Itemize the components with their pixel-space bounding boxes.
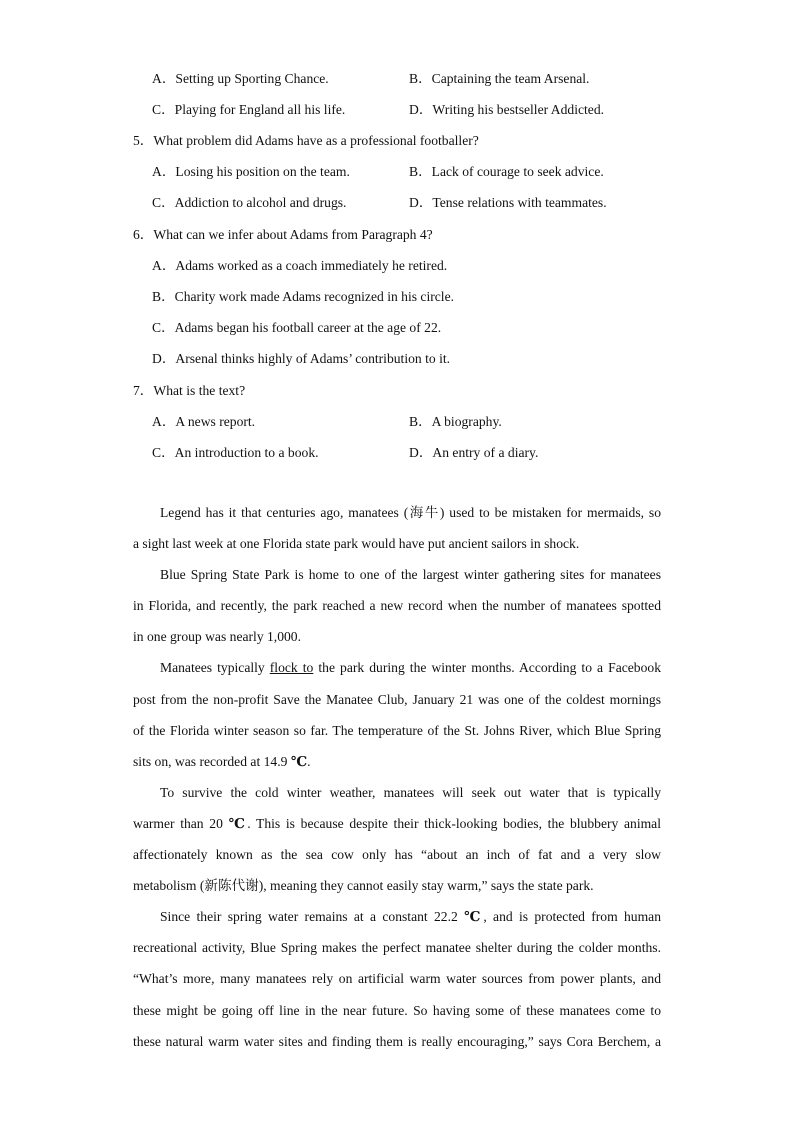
q5-option-d: D．Tense relations with teammates. xyxy=(409,195,607,210)
p4-line-4: metabolism (新陈代谢), meaning they cannot easily stay warm,” says the state park. xyxy=(133,878,594,894)
p3-line-3: of the Florida winter season so far. The temperature of the St. Johns River, which Blue Spring xyxy=(133,722,661,738)
q5-stem: 5．What problem did Adams have as a professional footballer? xyxy=(133,133,479,148)
p3-line-2: post from the non-profit Save the Manatee Club, January 21 was one of the coldest mornings xyxy=(133,691,661,707)
q7-option-a: A．A news report. xyxy=(152,414,256,429)
p1-line-2: a sight last week at one Florida state park would have put ancient sailors in shock. xyxy=(133,536,580,552)
q5-option-c: C．Addiction to alcohol and drugs. xyxy=(152,195,347,210)
q6-option-b: B．Charity work made Adams recognized in his circle. xyxy=(152,289,455,304)
q7-stem: 7．What is the text? xyxy=(133,383,246,398)
q4-option-d: D．Writing his bestseller Addicted. xyxy=(409,102,605,117)
p2-line-2: in Florida, and recently, the park reached a new record when the number of manatees spotted xyxy=(133,598,661,614)
paragraph-1 xyxy=(133,497,661,559)
paragraph-4 xyxy=(133,777,661,901)
q6-stem: 6．What can we infer about Adams from Paragraph 4? xyxy=(133,227,433,242)
p5-line-5: these natural warm water sites and finding them is really encouraging,” says Cora Berchem, a xyxy=(133,1033,661,1049)
paragraph-3 xyxy=(133,652,661,776)
underlined-phrase: flock to xyxy=(269,660,314,676)
q7-option-c: C．An introduction to a book. xyxy=(152,445,319,460)
q4-option-a: A．Setting up Sporting Chance. xyxy=(152,71,329,86)
p5-line-4: these might be going off line in the near future. So having some of these manatees come to xyxy=(133,1002,661,1018)
q7-option-d: D．An entry of a diary. xyxy=(409,445,539,460)
q4-option-b: B．Captaining the team Arsenal. xyxy=(409,71,590,86)
p5-line-1: Since their spring water remains at a constant 22.2 ℃, and is protected from human xyxy=(160,909,661,925)
q4-option-c: C．Playing for England all his life. xyxy=(152,102,346,117)
q7-option-b: B．A biography. xyxy=(409,414,502,429)
q5-option-a: A．Losing his position on the team. xyxy=(152,164,350,179)
paragraph-5 xyxy=(133,901,661,1056)
celsius-symbol: ℃ xyxy=(464,909,484,925)
p4-line-2: warmer than 20 ℃. This is because despite their thick-looking bodies, the blubbery animal xyxy=(133,815,661,831)
q6-option-a: A．Adams worked as a coach immediately he retired. xyxy=(152,258,448,273)
passage xyxy=(133,497,661,1057)
celsius-symbol: ℃ xyxy=(290,753,308,769)
p2-line-3: in one group was nearly 1,000. xyxy=(133,629,301,645)
q6-option-c: C．Adams began his football career at the age of 22. xyxy=(152,320,442,335)
q6-option-d: D．Arsenal thinks highly of Adams’ contribution to it. xyxy=(152,351,451,366)
p2-line-1: Blue Spring State Park is home to one of the largest winter gathering sites for manatees xyxy=(160,567,661,583)
p4-line-1: To survive the cold winter weather, manatees will seek out water that is typically xyxy=(160,784,661,800)
celsius-symbol: ℃ xyxy=(228,815,248,831)
p3-line-4: sits on, was recorded at 14.9 ℃. xyxy=(133,753,311,769)
p5-line-2: recreational activity, Blue Spring makes the perfect manatee shelter during the colder months. xyxy=(133,940,661,956)
p5-line-3: “What’s more, many manatees rely on artificial warm water sources from power plants, and xyxy=(133,971,661,987)
paragraph-2 xyxy=(133,559,661,652)
q5-option-b: B．Lack of courage to seek advice. xyxy=(409,164,604,179)
p4-line-3: affectionately known as the sea cow only has “about an inch of fat and a very slow xyxy=(133,847,661,863)
p1-line-1: Legend has it that centuries ago, manatees (海牛) used to be mistaken for mermaids, so xyxy=(160,505,661,520)
p3-line-1: Manatees typically flock to the park during the winter months. According to a Facebook xyxy=(160,660,661,676)
